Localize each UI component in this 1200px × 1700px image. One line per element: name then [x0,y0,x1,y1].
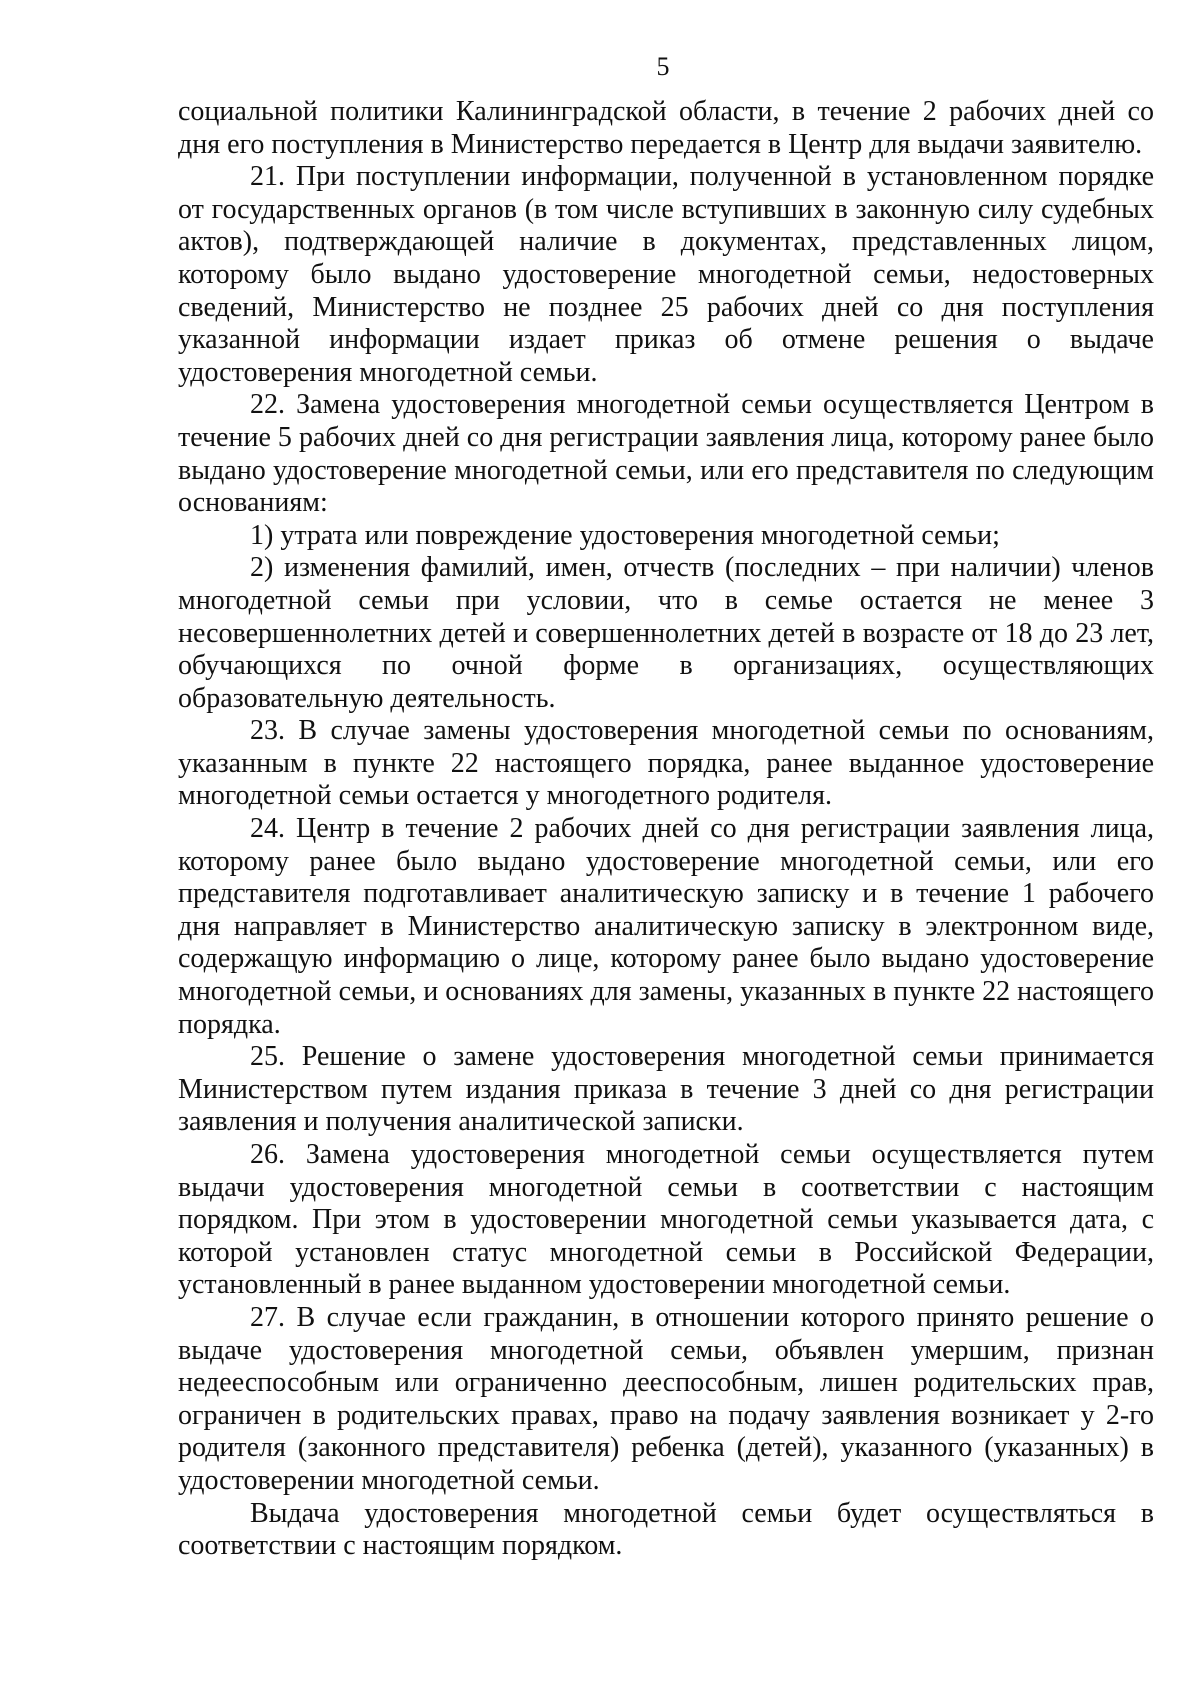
paragraph-item-25: 25. Решение о замене удостоверения многодетной семьи принимается Министерством путем издания приказа в течение 3 дней со дня регистрации заявления и получения аналитической записки. [178,1041,1154,1138]
paragraph-continuation: социальной политики Калининградской области, в течение 2 рабочих дней со дня его поступления в Министерство передается в Центр для выдачи заявителю. [178,96,1154,160]
paragraph-subitem-1: 1) утрата или повреждение удостоверения многодетной семьи; [250,519,1000,551]
paragraph-item-24: 24. Центр в течение 2 рабочих дней со дня регистрации заявления лица, которому ранее было выдано удостоверение многодетной семьи, или его представителя подготавливает аналитическую записку и в течение 1 рабочего дня направляет в Министерство аналитическую записку в электронном виде, содержащую информацию о лице, которому ранее было выдано удостоверение многодетной семьи, и основаниях для замены, указанных в пункте 22 настоящего порядка. [178,813,1154,1040]
paragraph-issuance-note: Выдача удостоверения многодетной семьи будет осуществляться в соответствии с настоящим порядком. [178,1497,1154,1562]
paragraph-item-26: 26. Замена удостоверения многодетной семьи осуществляется путем выдачи удостоверения многодетной семьи в соответствии с настоящим порядком. При этом в удостоверении многодетной семьи указывается дата, с которой установлен статус многодетной семьи в Российской Федерации, установленный в ранее выданном удостоверении многодетной семьи. [178,1139,1154,1301]
paragraph-item-22: 22. Замена удостоверения многодетной семьи осуществляется Центром в течение 5 рабочих дней со дня регистрации заявления лица, которому ранее было выдано удостоверение многодетной семьи, или его представителя по следующим основаниям: [178,389,1154,519]
paragraph-subitem-2: 2) изменения фамилий, имен, отчеств (последних – при наличии) членов многодетной семьи при условии, что в семье остается не менее 3 несовершеннолетних детей и совершеннолетних детей в возрасте от 18 до 23 лет, обучающихся по очной форме в организациях, осуществляющих образовательную деятельность. [178,552,1154,714]
paragraph-item-23: 23. В случае замены удостоверения многодетной семьи по основаниям, указанным в пункте 22 настоящего порядка, ранее выданное удостоверение многодетной семьи остается у многодетного родителя. [178,715,1154,812]
page-number: 5 [656,52,670,81]
paragraph-item-27: 27. В случае если гражданин, в отношении которого принято решение о выдаче удостоверения многодетной семьи, объявлен умершим, признан недееспособным или ограниченно дееспособным, лишен родительских прав, ограничен в родительских правах, право на подачу заявления возникает у 2-го родителя (законного представителя) ребенка (детей), указанного (указанных) в удостоверении многодетной семьи. [178,1301,1154,1496]
paragraph-item-21: 21. При поступлении информации, полученной в установленном порядке от государственных органов (в том числе вступивших в законную силу судебных актов), подтверждающей наличие в документах, представленных лицом, которому было выдано удостоверение многодетной семьи, недостоверных сведений, Министерство не позднее 25 рабочих дней со дня поступления указанной информации издает приказ об отмене решения о выдаче удостоверения многодетной семьи. [178,161,1154,388]
document-body [178,96,1154,1563]
